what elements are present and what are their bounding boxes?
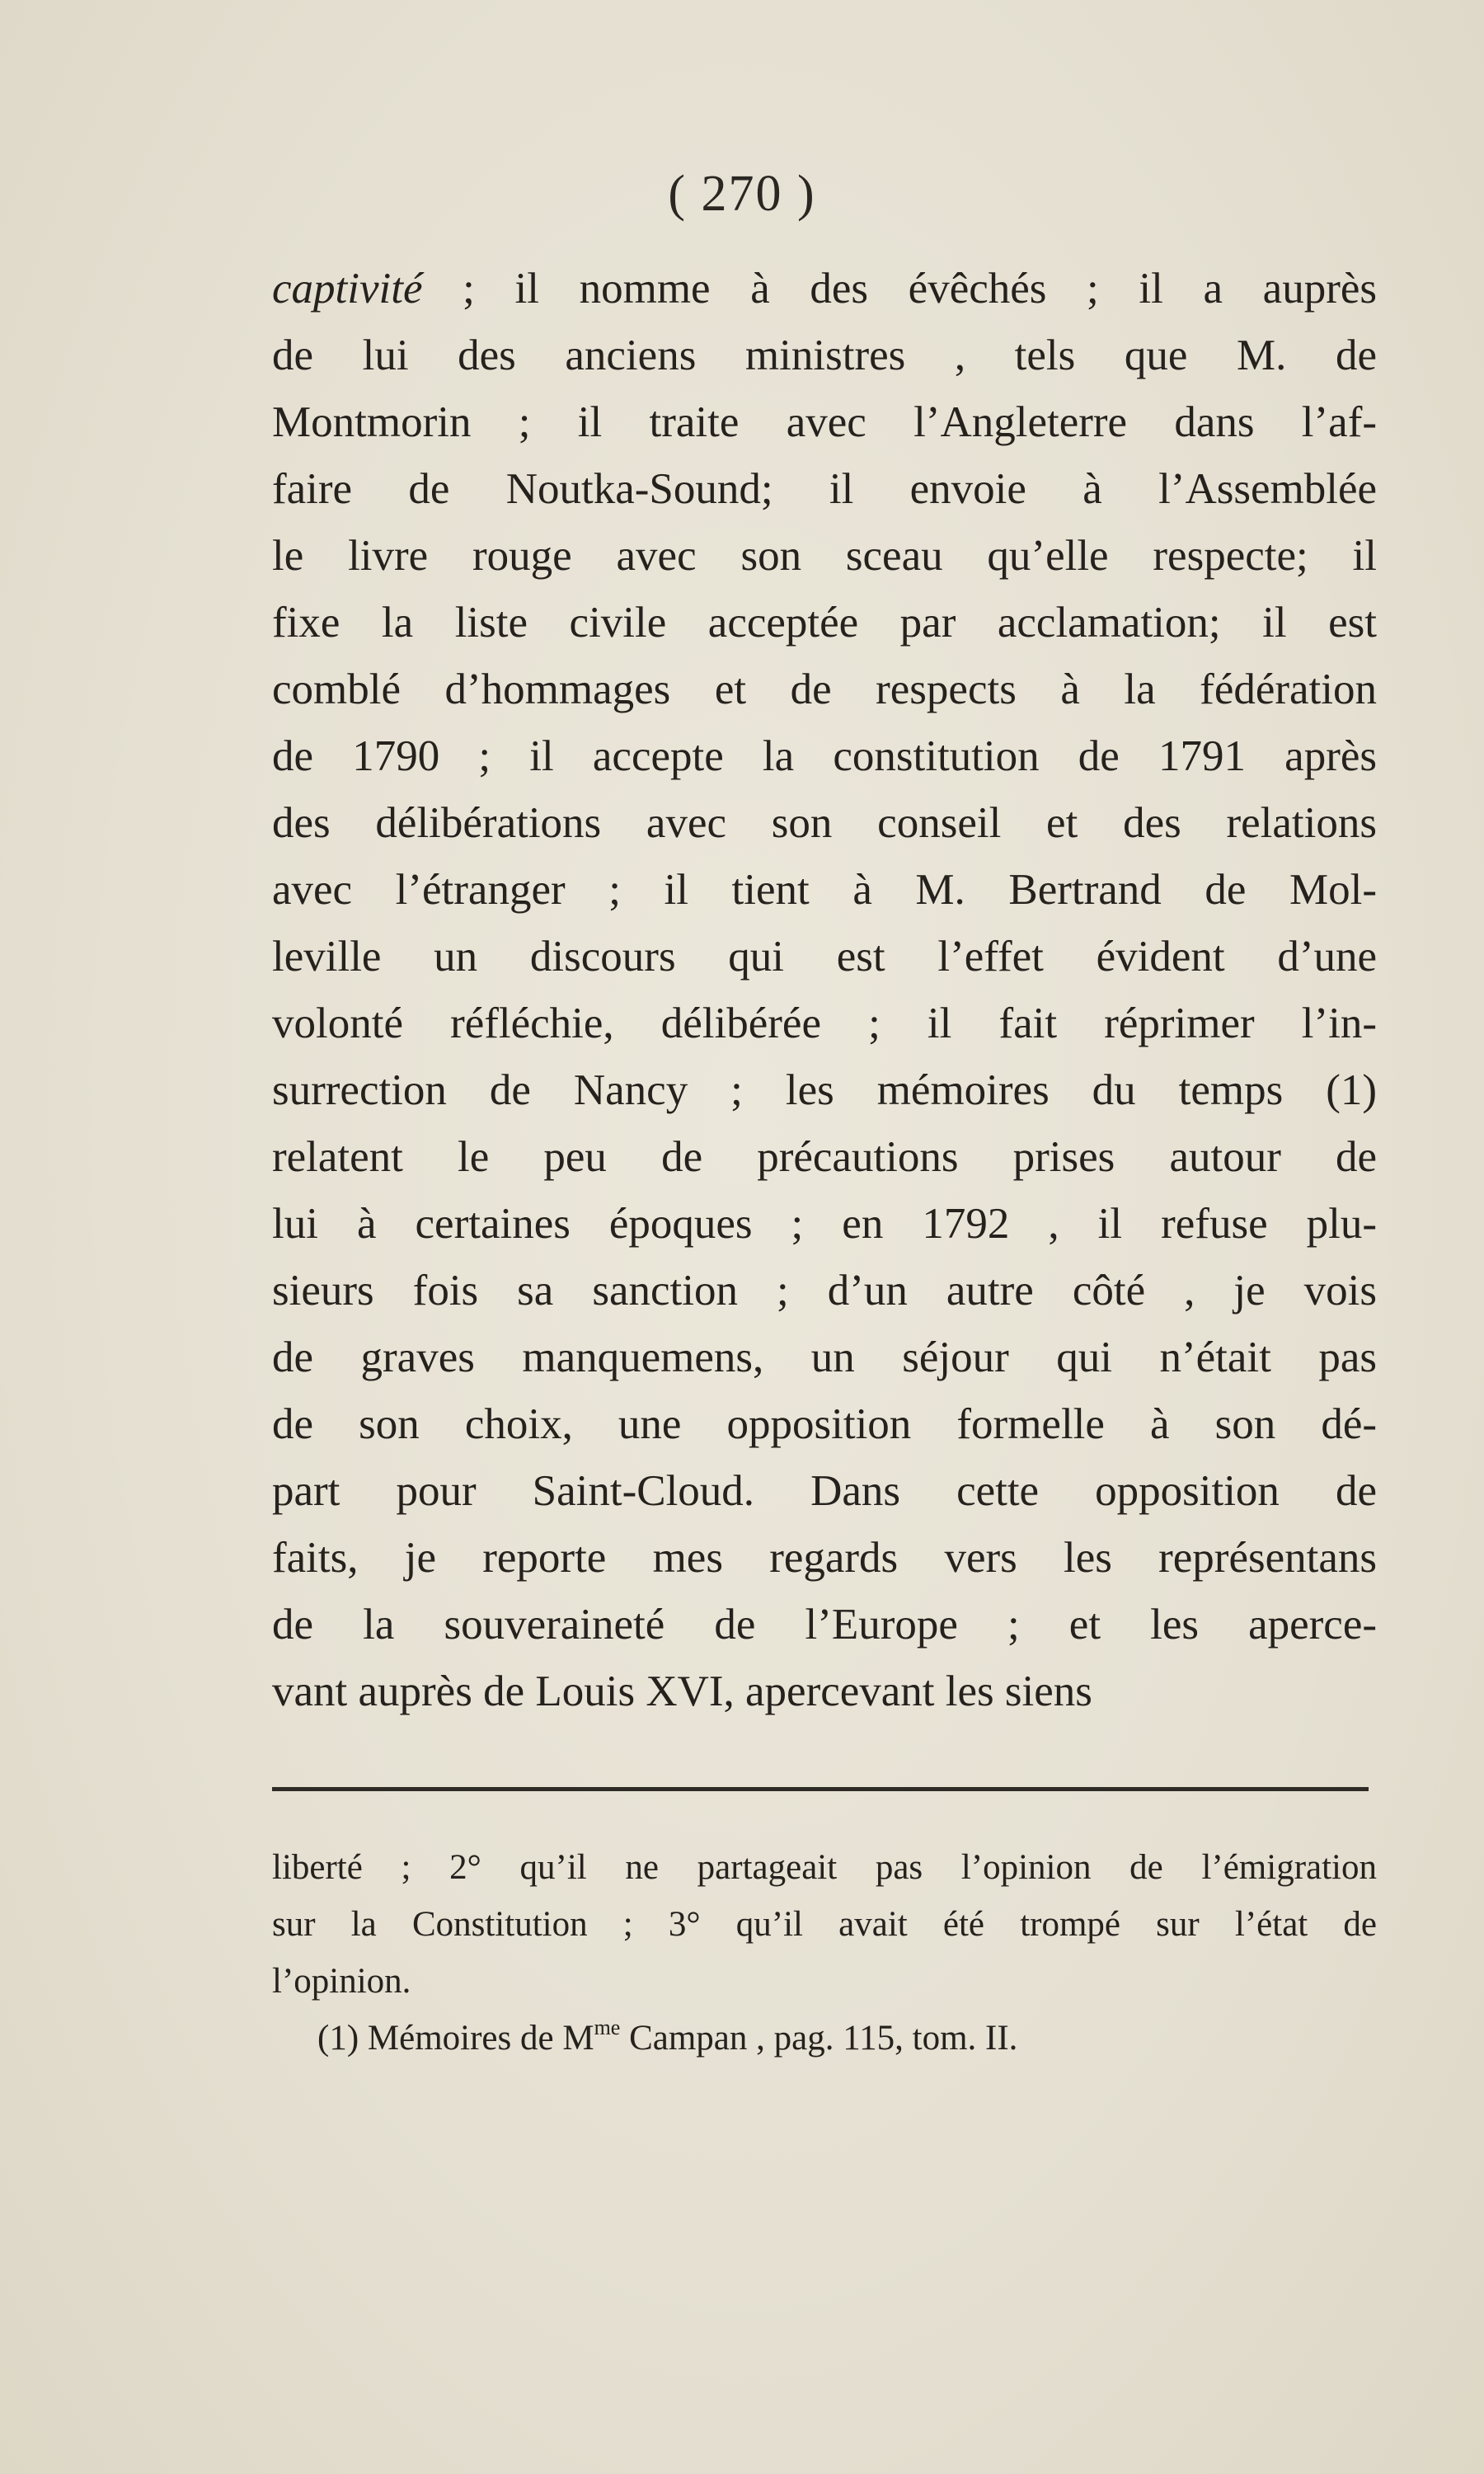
text-line: faits, je reporte mes regards vers les représentans	[272, 1534, 1377, 1582]
text-line: faire de Noutka-Sound; il envoie à l’Assemblée	[272, 465, 1377, 513]
footnote-line: l’opinion.	[272, 1962, 411, 2001]
citation-end: Campan , pag. 115, tom. II.	[620, 2019, 1018, 2058]
text-line: comblé d’hommages et de respects à la fédération	[272, 666, 1377, 713]
footnote-citation	[272, 2010, 1377, 2067]
text-line: volonté réfléchie, délibérée ; il fait réprimer l’in-	[272, 999, 1377, 1047]
italic-word: captivité	[272, 265, 423, 313]
footnote-line: liberté ; 2° qu’il ne partageait pas l’opinion de l’émigration	[272, 1848, 1377, 1887]
footnote-separator	[272, 1787, 1369, 1791]
text-line: part pour Saint-Cloud. Dans cette opposition de	[272, 1467, 1377, 1515]
text-line: de lui des anciens ministres , tels que M. de	[272, 332, 1377, 379]
footnotes	[272, 1839, 1377, 2067]
citation-superscript: me	[594, 2015, 621, 2039]
citation-start: (1) Mémoires de M	[317, 2019, 594, 2058]
text-line: de son choix, une opposition formelle à son dé-	[272, 1400, 1377, 1448]
text-line: avec l’étranger ; il tient à M. Bertrand de Mol-	[272, 866, 1377, 914]
text-line: de 1790 ; il accepte la constitution de 1791 après	[272, 732, 1377, 780]
text-line: des délibérations avec son conseil et des relations	[272, 799, 1377, 847]
page-number: ( 270 )	[668, 166, 816, 222]
text-line: Montmorin ; il traite avec l’Angleterre dans l’af-	[272, 398, 1377, 446]
line-rest: ; il nomme à des évêchés ; il a auprès	[422, 265, 1377, 313]
text-line: relatent le peu de précautions prises autour de	[272, 1133, 1377, 1181]
text-line: de graves manquemens, un séjour qui n’était pas	[272, 1333, 1377, 1381]
text-line: fixe la liste civile acceptée par acclamation; il est	[272, 599, 1377, 647]
text-line: lui à certaines époques ; en 1792 , il refuse plu-	[272, 1200, 1377, 1248]
text-line: surrection de Nancy ; les mémoires du temps (1)	[272, 1066, 1377, 1114]
text-line: sieurs fois sa sanction ; d’un autre côté , je vois	[272, 1267, 1377, 1315]
text-line	[272, 256, 1377, 322]
text-line: vant auprès de Louis XVI, apercevant les siens	[272, 1667, 1092, 1715]
body-text	[272, 256, 1377, 1725]
footnote-line: sur la Constitution ; 3° qu’il avait été trompé sur l’état de	[272, 1905, 1377, 1944]
text-line: leville un discours qui est l’effet évident d’une	[272, 933, 1377, 981]
text-line: le livre rouge avec son sceau qu’elle respecte; il	[272, 532, 1377, 580]
text-line: de la souveraineté de l’Europe ; et les aperce-	[272, 1601, 1377, 1649]
